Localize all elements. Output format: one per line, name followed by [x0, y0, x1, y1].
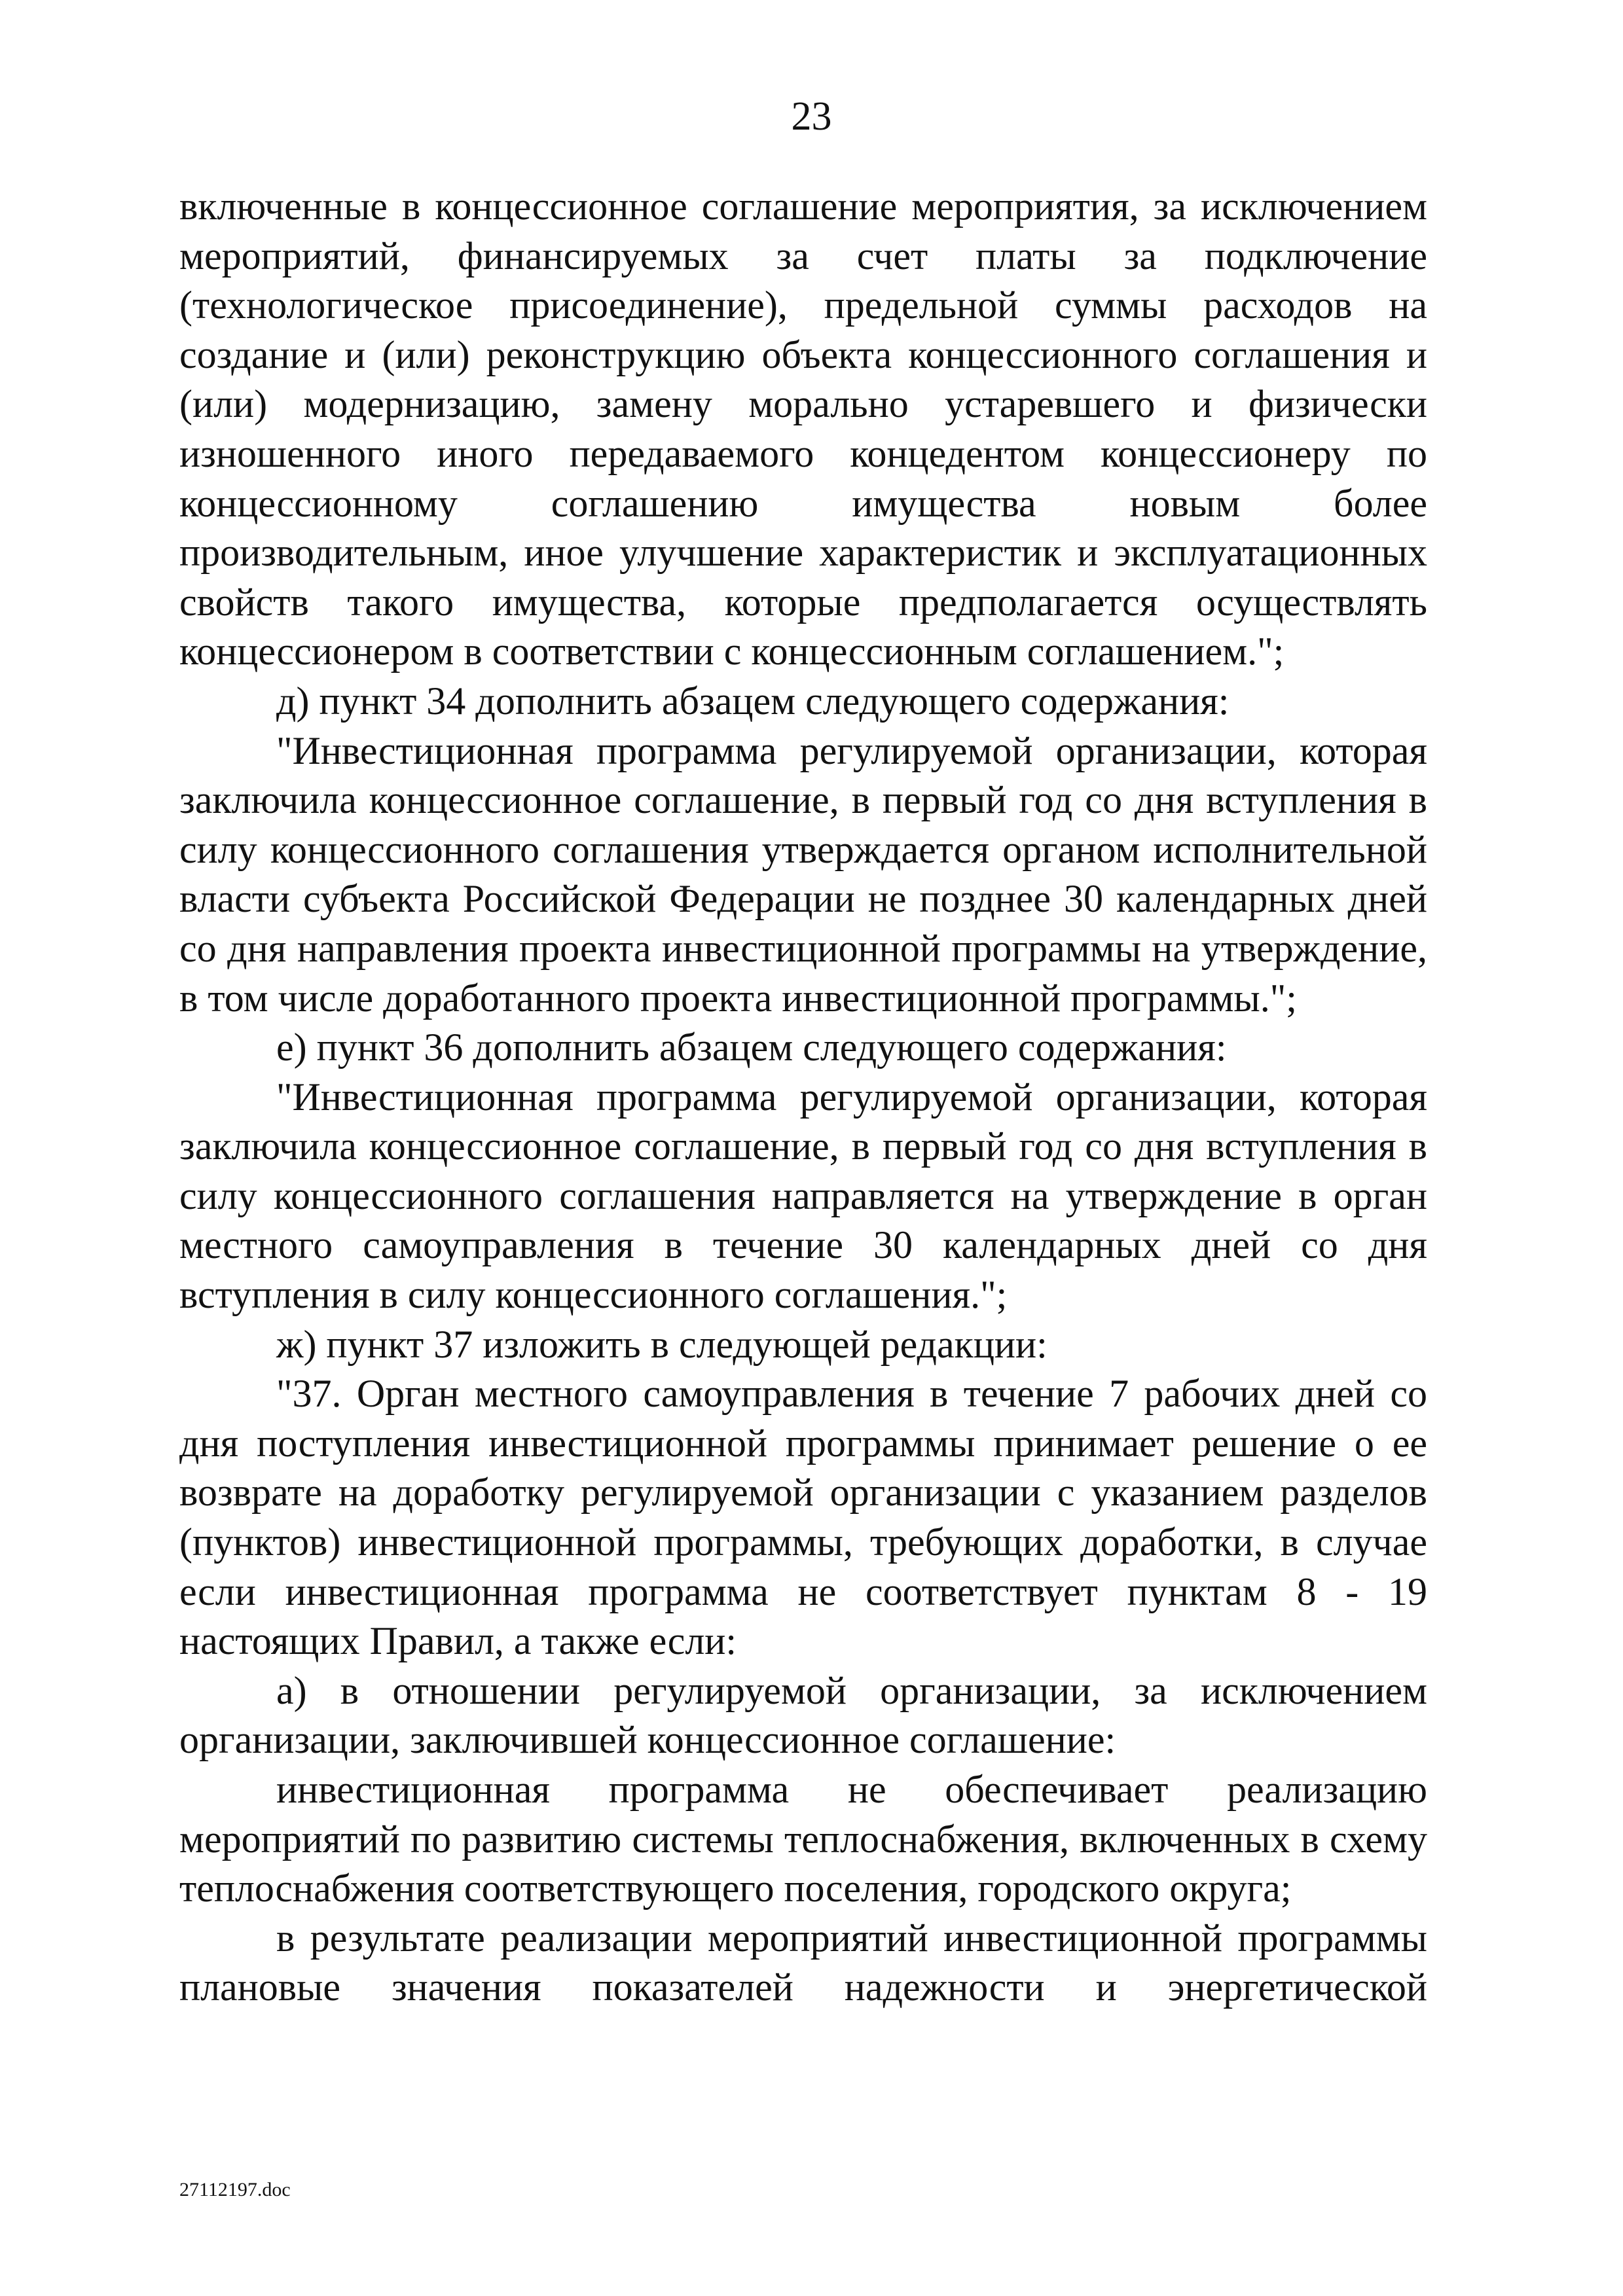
paragraph-condition-indicators: в результате реализации мероприятий инвестиционной программы плановые значения показателей надежности и энергетической [179, 1916, 1427, 2009]
paragraph-item-d: д) пункт 34 дополнить абзацем следующего содержания: [276, 679, 1230, 723]
paragraph-point-37: "37. Орган местного самоуправления в течение 7 рабочих дней со дня поступления инвестиционной программы принимает решение о ее возврате на доработку регулируемой организации с указанием разделов (пунктов) инвестиционной программы, требующих доработки, в случае если инвестиционная программа не соответствует пунктам 8 - 19 настоящих Правил, а также если: [179, 1372, 1427, 1663]
footer-file-name: 27112197.doc [179, 2179, 291, 2200]
paragraph-condition-scheme: инвестиционная программа не обеспечивает реализацию мероприятий по развитию системы теплоснабжения, включенных в схему теплоснабжения соответствующего поселения, городского округа; [179, 1768, 1427, 1910]
paragraph-continued-list: включенные в концессионное соглашение мероприятия, за исключением мероприятий, финансируемых за счет платы за подключение (технологическое присоединение), предельной суммы расходов на создание и (или) реконструкцию объекта концессионного соглашения и (или) модернизацию, замену морально устаревшего и физически изношенного иного передаваемого концедентом концессионеру по концессионному соглашению имущества новым более производительным, иное улучшение характеристик и эксплуатационных свойств такого имущества, которые предполагается осуществлять концессионером в соответствии с концессионным соглашением."; [179, 185, 1427, 673]
paragraph-item-zh: ж) пункт 37 изложить в следующей редакции: [276, 1322, 1048, 1366]
paragraph-item-d-quote: "Инвестиционная программа регулируемой организации, которая заключила концессионное соглашение, в первый год со дня вступления в силу концессионного соглашения утверждается органом исполнительной власти субъекта Российской Федерации не позднее 30 календарных дней со дня направления проекта инвестиционной программы на утверждение, в том числе доработанного проекта инвестиционной программы."; [179, 728, 1427, 1020]
document-body [179, 182, 1427, 2013]
paragraph-subitem-a: а) в отношении регулируемой организации, за исключением организации, заключившей концессионное соглашение: [179, 1668, 1427, 1762]
paragraph-item-e-quote: "Инвестиционная программа регулируемой организации, которая заключила концессионное соглашение, в первый год со дня вступления в силу концессионного соглашения направляется на утверждение в орган местного самоуправления в течение 30 календарных дней со дня вступления в силу концессионного соглашения."; [179, 1075, 1427, 1317]
page-number: 23 [791, 94, 832, 139]
paragraph-item-e: е) пункт 36 дополнить абзацем следующего содержания: [276, 1026, 1227, 1069]
